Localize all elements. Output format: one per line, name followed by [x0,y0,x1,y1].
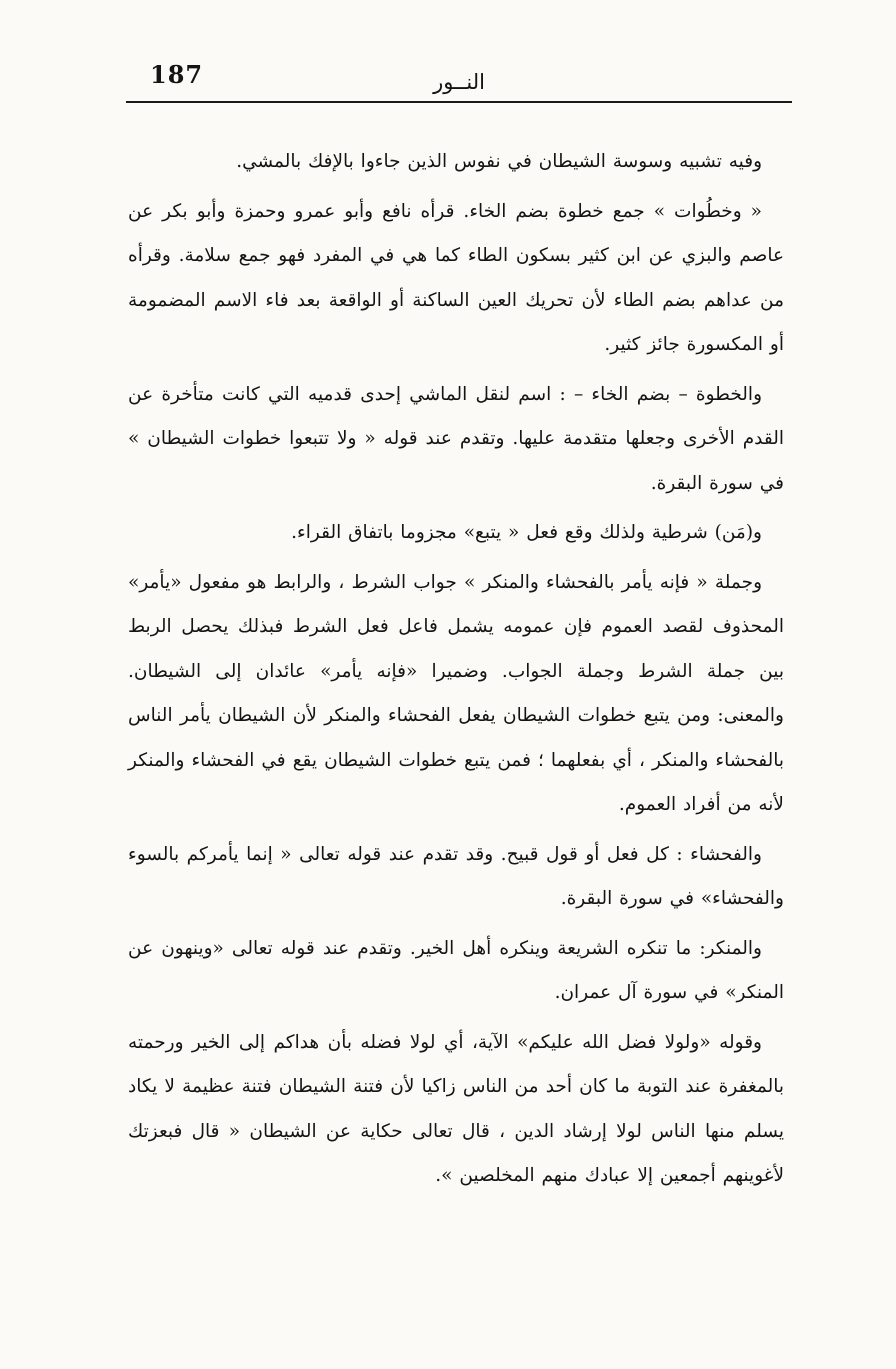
body-text [128,140,784,1199]
page-number: 187 [150,60,204,89]
paragraph-6: والفحشاء : كل فعل أو قول قبيح. وقد تقدم عند قوله تعالى « إنما يأمركم بالسوء والفحشاء» في سورة البقرة. [128,843,784,909]
paragraph-7: والمنكر: ما تنكره الشريعة وينكره أهل الخير. وتقدم عند قوله تعالى «وينهون عن المنكر» في سورة آل عمران. [128,937,784,1003]
paragraph-2: « وخطُوات » جمع خطوة بضم الخاء. قرأه نافع وأبو عمرو وحمزة وأبو بكر عن عاصم والبزي عن ابن كثير بسكون الطاء كما هي في المفرد فهو جمع سلامة. وقرأه من عداهم بضم الطاء لأن تحريك العين الساكنة أو الواقعة بعد فاء الاسم المضمومة أو المكسورة جائز كثير. [128,200,784,355]
paragraph-5: وجملة « فإنه يأمر بالفحشاء والمنكر » جواب الشرط ، والرابط هو مفعول «يأمر» المحذوف لقصد العموم فإن عمومه يشمل فاعل فعل الشرط فبذلك يحصل الربط بين جملة الشرط وجملة الجواب. وضميرا «فإنه يأمر» عائدان إلى الشيطان. والمعنى: ومن يتبع خطوات الشيطان يفعل الفحشاء والمنكر لأن الشيطان يأمر الناس بالفحشاء والمنكر ، أي بفعلهما ؛ فمن يتبع خطوات الشيطان يقع في الفحشاء والمنكر لأنه من أفراد العموم. [128,571,784,815]
paragraph-4: و(مَن) شرطية ولذلك وقع فعل « يتبع» مجزوما باتفاق القراء. [291,522,762,543]
header-rule [126,101,792,103]
paragraph-8: وقوله «ولولا فضل الله عليكم» الآية، أي لولا فضله بأن هداكم إلى الخير ورحمته بالمغفرة عند التوبة ما كان أحد من الناس زاكيا لأن فتنة الشيطان فتنة عظيمة لا يكاد يسلم منها الناس لولا إرشاد الدين ، قال تعالى حكاية عن الشيطان « قال فبعزتك لأغوينهم أجمعين إلا عبادك منهم المخلصين ». [128,1031,784,1186]
paragraph-1: وفيه تشبيه وسوسة الشيطان في نفوس الذين جاءوا بالإفك بالمشي. [236,151,762,172]
page-header [126,58,792,102]
paragraph-3: والخطوة – بضم الخاء – : اسم لنقل الماشي إحدى قدميه التي كانت متأخرة عن القدم الأخرى وجعلها متقدمة عليها. وتقدم عند قوله « ولا تتبعوا خطوات الشيطان » في سورة البقرة. [128,383,784,494]
running-title: النــور [433,70,485,94]
